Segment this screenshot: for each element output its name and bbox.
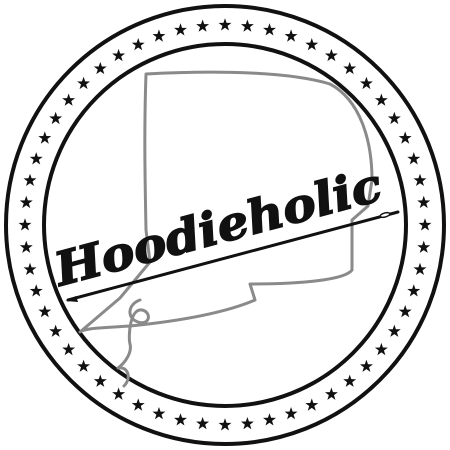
star-icon <box>94 375 107 387</box>
star-icon <box>152 29 165 41</box>
star-icon <box>30 284 43 296</box>
star-icon <box>407 284 420 296</box>
star-icon <box>20 196 33 208</box>
star-icon <box>417 196 430 208</box>
star-icon <box>20 241 33 253</box>
star-icon <box>219 18 232 30</box>
star-icon <box>375 343 388 355</box>
star-icon <box>343 375 356 387</box>
star-icon <box>24 174 37 186</box>
star-icon <box>285 29 298 41</box>
star-icon <box>241 19 254 31</box>
star-icon <box>132 38 145 50</box>
star-icon <box>325 49 338 61</box>
star-icon <box>112 49 125 61</box>
star-icon <box>305 38 318 50</box>
star-icon <box>407 152 420 164</box>
star-icon <box>263 23 276 35</box>
star-icon <box>305 398 318 410</box>
star-icon <box>112 388 125 400</box>
star-icon <box>62 94 75 106</box>
star-icon <box>375 94 388 106</box>
star-icon <box>94 62 107 74</box>
brand-name: Hoodieholic <box>48 164 364 297</box>
star-icon <box>132 398 145 410</box>
star-icon <box>414 174 427 186</box>
star-icon <box>152 407 165 419</box>
star-icon <box>77 77 90 89</box>
star-icon <box>38 305 51 317</box>
star-icon <box>388 325 401 337</box>
star-icon <box>325 388 338 400</box>
star-icon <box>196 417 209 429</box>
star-icon <box>30 152 43 164</box>
star-icon <box>241 417 254 429</box>
star-icon <box>414 263 427 275</box>
star-icon <box>285 407 298 419</box>
star-icon <box>399 305 412 317</box>
star-icon <box>24 263 37 275</box>
star-icon <box>399 131 412 143</box>
star-icon <box>360 360 373 372</box>
star-icon <box>19 218 32 230</box>
star-icon <box>360 77 373 89</box>
star-icon <box>417 241 430 253</box>
star-icon <box>263 413 276 425</box>
star-icon <box>388 112 401 124</box>
star-icon <box>49 325 62 337</box>
star-icon <box>219 418 232 430</box>
star-icon <box>62 343 75 355</box>
star-icon <box>174 23 187 35</box>
star-icon <box>174 413 187 425</box>
star-icon <box>77 360 90 372</box>
star-icon <box>38 131 51 143</box>
star-icon <box>196 19 209 31</box>
star-icon <box>49 112 62 124</box>
star-icon <box>419 218 432 230</box>
star-icon <box>343 62 356 74</box>
